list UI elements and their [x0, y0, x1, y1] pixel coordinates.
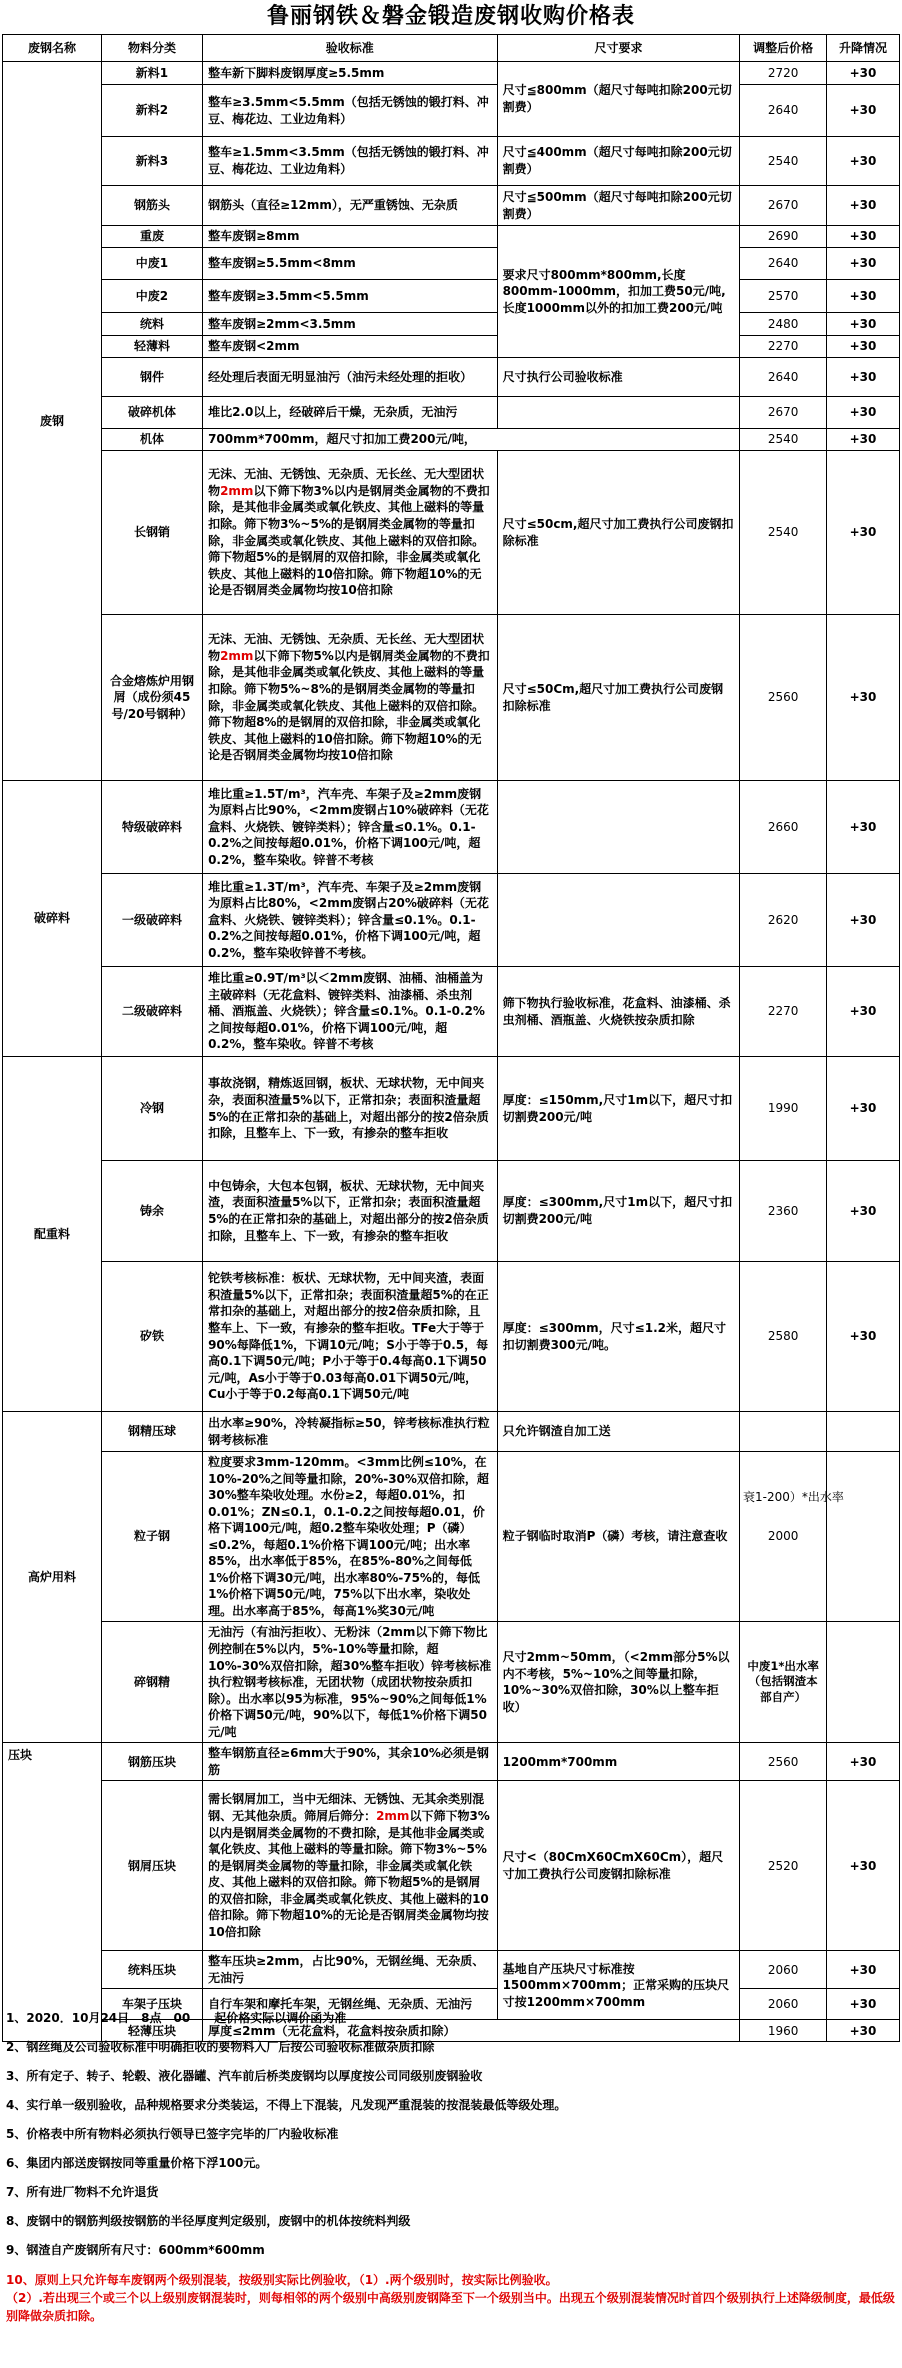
price-value: 1990 [740, 1057, 827, 1161]
group-po-sui: 破碎料 [3, 781, 102, 1057]
header-scrap-name: 废钢名称 [3, 35, 102, 62]
change-value: +30 [826, 2020, 899, 2042]
standard-text: 经处理后表面无明显油污（油污未经处理的拒收） [203, 358, 498, 397]
stray-formula-text: 衰1-200）*出水率 [743, 1490, 844, 1504]
table-row [3, 336, 900, 358]
note-item: 6、集团内部送废钢按同等重量价格下浮100元。 [6, 2156, 268, 2170]
table-row [3, 1743, 900, 1781]
size-text: 厚度：≤300mm，尺寸≤1.2米，超尺寸扣切割费300元/吨。 [497, 1262, 740, 1412]
table-row [3, 1412, 900, 1452]
standard-text: 出水率≥90%，冷转凝指标≥50，锌考核标准执行粒钢考核标准 [203, 1412, 498, 1452]
price-value: 2270 [740, 336, 827, 358]
notes-section [6, 2004, 898, 2325]
change-value: +30 [826, 226, 899, 248]
standard-text: 整车钢筋直径≥6mm大于90%，其余10%必须是钢筋 [203, 1743, 498, 1781]
size-text: 尺寸≤50cm,超尺寸加工费执行公司废钢扣除标准 [497, 451, 740, 615]
category-name: 矽铁 [101, 1262, 202, 1412]
size-text: 1200mm*700mm [497, 1743, 740, 1781]
price-value: 2270 [740, 967, 827, 1057]
size-text: 尺寸≦500mm（超尺寸每吨扣除200元切割费） [497, 186, 740, 226]
price-value: 2620 [740, 874, 827, 967]
page-title: 鲁丽钢铁＆磐金锻造废钢收购价格表 [266, 4, 635, 29]
standard-text: 整车≥1.5mm<3.5mm（包括无锈蚀的锻打料、冲豆、梅花边、工业边角料） [203, 137, 498, 186]
price-value: 2360 [740, 1161, 827, 1262]
category-name: 新料3 [101, 137, 202, 186]
price-value: 2480 [740, 313, 827, 336]
table-row [3, 451, 900, 615]
change-value: +30 [826, 336, 899, 358]
size-text: 尺寸2mm~50mm，（<2mm部分5%以内不考核，5%~10%之间等量扣除，10%~30%双倍扣除，30%以上整车拒收） [497, 1622, 740, 1743]
price-table [2, 34, 900, 2042]
change-value: +30 [826, 429, 899, 451]
change-value: +30 [826, 1057, 899, 1161]
category-name: 机体 [101, 429, 202, 451]
table-row [3, 226, 900, 248]
table-row [3, 313, 900, 336]
note-item: 9、钢渣自产废钢所有尺寸：600mm*600mm [6, 2243, 265, 2257]
size-text: 基地自产压块尺寸标准按1500mm×700mm；正常采购的压块尺寸按1200mm×700mm [497, 1951, 740, 2020]
price-value: 2520 [740, 1781, 827, 1951]
standard-text: 整车≥3.5mm<5.5mm（包括无锈蚀的锻打料、冲豆、梅花边、工业边角料） [203, 85, 498, 137]
table-row [3, 874, 900, 967]
category-name: 破碎机体 [101, 397, 202, 429]
price-value: 2640 [740, 85, 827, 137]
price-value: 2560 [740, 615, 827, 781]
standard-text: 700mm*700mm，超尺寸扣加工费200元/吨， [203, 429, 740, 451]
change-value: +30 [826, 186, 899, 226]
table-row [3, 186, 900, 226]
price-value: 2540 [740, 137, 827, 186]
table-row [3, 781, 900, 874]
size-text: 尺寸执行公司验收标准 [497, 358, 740, 397]
note-item: 5、价格表中所有物料必须执行领导已签字完毕的厂内验收标准 [6, 2127, 339, 2141]
group-pei-zhong: 配重料 [3, 1057, 102, 1412]
category-name: 轻薄压块 [101, 2020, 202, 2042]
table-row [3, 1161, 900, 1262]
table-row [3, 1951, 900, 1989]
header-row [3, 35, 900, 62]
change-value: +30 [826, 62, 899, 85]
size-text: 筛下物执行验收标准，花盒料、油漆桶、杀虫剂桶、酒瓶盖、火烧铁按杂质扣除 [497, 967, 740, 1057]
change-value: +30 [826, 313, 899, 336]
standard-text: 粒度要求3mm-120mm。<3mm比例≤10%，在10%-20%之间等量扣除，20%-30%双倍扣除，超30%整车染收处理。水份≥2，每超0.01%，扣0.01%；ZN≤0.1，0.1-0.2之间按每超0.01，价格下调100元/吨，超0.2整车染收处理；P（磷）≤0.2%，每超0.1%价格下调100元/吨；出水率85%，出水率低于85%，在85%-80%之间每低1%价格下调30元/吨，出水率80%-75%的，每低1%价格下调50元/吨，75%以下出水率，染收处理。出水率高于85%，每高1%奖30元/吨 [203, 1452, 498, 1622]
table-row [3, 429, 900, 451]
change-value: +30 [826, 280, 899, 313]
change-value: +30 [826, 967, 899, 1057]
category-name: 铸余 [101, 1161, 202, 1262]
note-item: 4、实行单一级别验收，品种规格要求分类装运，不得上下混装，凡发现严重混装的按混装最低等级处理。 [6, 2098, 567, 2112]
standard-text: 需长钢屑加工，当中无细沫、无锈蚀、无其余类别混钢、无其他杂质。筛屑后筛分：2mm以下筛下物3%以内是钢屑类金属物的不费扣除，是其他非金属类或氧化铁皮、其他上磁料的等量扣除。筛下物3%~5%的是钢屑类金属物的等量扣除，非金属类或氧化铁皮、其他上磁料的双倍扣除。筛下物超5%的是钢屑的双倍扣除，非金属类或氧化铁皮、其他上磁料的10倍扣除。筛下物超10%的无论是否钢屑类金属物均按10倍扣除 [203, 1781, 498, 1951]
price-value: 2570 [740, 280, 827, 313]
standard-text: 中包铸余，大包本包钢，板状、无球状物，无中间夹渣，表面积渣量5%以下，正常扣杂；表面积渣量超5%的在正常扣杂的基础上，对超出部分的按2倍杂质扣除，且整车上、下一致，有掺杂的整车拒收 [203, 1161, 498, 1262]
price-value: 2060 [740, 1989, 827, 2020]
table-row [3, 1057, 900, 1161]
price-value: 2660 [740, 781, 827, 874]
note-item: 2、钢丝绳及公司验收标准中明确拒收的要物料入厂后按公司验收标准做杂质扣除 [6, 2040, 435, 2054]
change-value: +30 [826, 397, 899, 429]
category-name: 中废1 [101, 248, 202, 280]
size-text: 尺寸<（80CmX60CmX60Cm），超尺寸加工费执行公司废钢扣除标准 [497, 1781, 740, 1951]
category-name: 冷钢 [101, 1057, 202, 1161]
category-name: 钢屑压块 [101, 1781, 202, 1951]
standard-text: 铊铁考核标准：板状、无球状物，无中间夹渣，表面积渣量5%以下，正常扣杂；表面积渣量超5%的在正常扣杂的基础上，对超出部分的按2倍杂质扣除，且整车上、下一致，有掺杂的整车拒收。TFe大于等于90%每降低1%，下调10元/吨；S小于等于0.5，每高0.1下调50元/吨；P小于等于0.4每高0.1下调50元/吨，As小于等于0.03每高0.01下调50元/吨，Cu小于等于0.2每高0.1下调50元/吨 [203, 1262, 498, 1412]
standard-text: 整车压块≥2mm，占比90%，无钢丝绳、无杂质、无油污 [203, 1951, 498, 1989]
standard-text: 无沫、无油、无锈蚀、无杂质、无长丝、无大型团状物2mm以下筛下物5%以内是钢屑类金属物的不费扣除，是其他非金属类或氧化铁皮、其他上磁料的等量扣除。筛下物5%~8%的是钢屑类金属物的等量扣除，非金属类或氧化铁皮、其他上磁料的双倍扣除。筛下物超8%的是钢屑的双倍扣除，非金属类或氧化铁皮、其他上磁料的10倍扣除。筛下物超10%的无论是否钢屑类金属物均按10倍扣除 [203, 615, 498, 781]
standard-text: 钢筋头（直径≥12mm），无严重锈蚀、无杂质 [203, 186, 498, 226]
note-item: 7、所有进厂物料不允许退货 [6, 2185, 159, 2199]
category-name: 钢筋头 [101, 186, 202, 226]
standard-text: 整车新下脚料废钢厚度≥5.5mm [203, 62, 498, 85]
group-fei-gang: 废钢 [3, 62, 102, 781]
category-name: 钢筋压块 [101, 1743, 202, 1781]
note-item: 1、2020．10月24日 8点 00 起价格实际以调价函为准 [6, 2011, 347, 2025]
group-ya-kuai: 压块 [3, 1743, 102, 2042]
category-name: 中废2 [101, 280, 202, 313]
price-value: 2580 [740, 1262, 827, 1412]
category-name: 长钢销 [101, 451, 202, 615]
group-gao-lu: 高炉用料 [3, 1412, 102, 1743]
size-text: 要求尺寸800mm*800mm,长度800mm-1000mm，扣加工费50元/吨,长度1000mm以外的扣加工费200元/吨 [497, 226, 740, 358]
standard-text: 整车废钢≥3.5mm<5.5mm [203, 280, 498, 313]
price-value: 2540 [740, 451, 827, 615]
category-name: 钢精压球 [101, 1412, 202, 1452]
price-value: 1960 [740, 2020, 827, 2042]
change-value: +30 [826, 1951, 899, 1989]
header-price: 调整后价格 [740, 35, 827, 62]
table-row [3, 280, 900, 313]
price-value: 2690 [740, 226, 827, 248]
note-item: 8、废钢中的钢筋判级按钢筋的半径厚度判定级别，废钢中的机体按统料判级 [6, 2214, 411, 2228]
size-text: 尺寸≦400mm（超尺寸每吨扣除200元切割费） [497, 137, 740, 186]
price-value: 2540 [740, 429, 827, 451]
table-row [3, 137, 900, 186]
size-text: 粒子钢临时取消P（磷）考核，请注意查收 [497, 1452, 740, 1622]
table-row [3, 1262, 900, 1412]
category-name: 二级破碎料 [101, 967, 202, 1057]
size-text: 尺寸≦800mm（超尺寸每吨扣除200元切割费） [497, 62, 740, 137]
price-value: 2060 [740, 1951, 827, 1989]
change-value: +30 [826, 1989, 899, 2020]
price-value: 2720 [740, 62, 827, 85]
category-name: 一级破碎料 [101, 874, 202, 967]
standard-text: 堆比重≥1.5T/m³，汽车壳、车架子及≥2mm废钢为原料占比90%，<2mm废钢占10%破碎料（无花盒料、火烧铁、镀锌类料）；锌含量≤0.1%。0.1-0.2%之间按每超0.01%，价格下调100元/吨，超0.2%，整车染收。锌普不考核 [203, 781, 498, 874]
red-note-item: （2）.若出现三个或三个以上级别废钢混装时，则每相邻的两个级别中高级别废钢降至下一个级别当中。出现五个级别混装情况时首四个级别执行上述降级制度，最低级别降做杂质扣除。 [6, 2291, 895, 2323]
standard-text: 厚度≤2mm（无花盒料，花盒料按杂质扣除） [203, 2020, 740, 2042]
standard-text: 整车废钢≥8mm [203, 226, 498, 248]
price-value: 2640 [740, 358, 827, 397]
size-text: 只允许钢渣自加工送 [497, 1412, 740, 1452]
standard-text: 无沫、无油、无锈蚀、无杂质、无长丝、无大型团状物2mm以下筛下物3%以内是钢屑类金属物的不费扣除，是其他非金属类或氧化铁皮、其他上磁料的等量扣除。筛下物3%~5%的是钢屑类金属物的等量扣除，非金属类或氧化铁皮、其他上磁料的双倍扣除。筛下物超5%的是钢屑的双倍扣除，非金属类或氧化铁皮、其他上磁料的10倍扣除。筛下物超10%的无论是否钢屑类金属物均按10倍扣除 [203, 451, 498, 615]
standard-text: 堆比2.0以上，经破碎后干燥，无杂质，无油污 [203, 397, 498, 429]
change-value: +30 [826, 615, 899, 781]
change-value: +30 [826, 1781, 899, 1951]
category-name: 新料2 [101, 85, 202, 137]
standard-text: 自行车架和摩托车架，无钢丝绳、无杂质、无油污 [203, 1989, 498, 2020]
size-text: 厚度：≤300mm,尺寸1m以下，超尺寸扣切割费200元/吨 [497, 1161, 740, 1262]
standard-text: 堆比重≥1.3T/m³，汽车壳、车架子及≥2mm废钢为原料占比80%，<2mm废钢占20%破碎料（无花盒料、火烧铁、镀锌类料）；锌含量≤0.1%。0.1-0.2%之间按每超0.01%，价格下调100元/吨，超0.2%，整车染收锌普不考核。 [203, 874, 498, 967]
change-value: +30 [826, 248, 899, 280]
price-value: 2560 [740, 1743, 827, 1781]
change-value: +30 [826, 874, 899, 967]
category-name: 轻薄料 [101, 336, 202, 358]
price-value: 2000 [740, 1452, 827, 1622]
table-row [3, 1452, 900, 1622]
table-row [3, 1781, 900, 1951]
table-row [3, 397, 900, 429]
category-name: 合金熔炼炉用钢屑（成份须45号/20号钢种） [101, 615, 202, 781]
price-value: 2670 [740, 186, 827, 226]
category-name: 粒子钢 [101, 1452, 202, 1622]
category-name: 碎钢精 [101, 1622, 202, 1743]
category-name: 车架子压块 [101, 1989, 202, 2020]
change-value: +30 [826, 1161, 899, 1262]
standard-text: 整车废钢≥2mm<3.5mm [203, 313, 498, 336]
header-category: 物料分类 [101, 35, 202, 62]
size-text: 尺寸≤50Cm,超尺寸加工费执行公司废钢扣除标准 [497, 615, 740, 781]
table-row [3, 1622, 900, 1743]
table-row [3, 85, 900, 137]
size-text: 厚度：≤150mm,尺寸1m以下，超尺寸扣切割费200元/吨 [497, 1057, 740, 1161]
change-value: +30 [826, 1262, 899, 1412]
price-value: 中废1*出水率（包括钢渣本部自产） [740, 1622, 827, 1743]
standard-text: 无油污（有油污拒收）、无粉沫（2mm以下筛下物比例控制在5%以内，5%-10%等量扣除，超10%-30%双倍扣除，超30%整车拒收）锌考核标准执行粒钢考核标准，无团状物（成团状物按杂质扣除）。出水率以95为标准，95%~90%之间每低1%价格下调50元/吨，90%以下，每低1%价格下调50元/吨 [203, 1622, 498, 1743]
standard-text: 整车废钢≥5.5mm<8mm [203, 248, 498, 280]
standard-text: 堆比重≥0.9T/m³以＜2mm废钢、油桶、油桶盖为主破碎料（无花盒料、镀锌类料、油漆桶、杀虫剂桶、酒瓶盖、火烧铁）；锌含量≤0.1%。0.1-0.2%之间按每超0.01%，价格下调100元/吨，超0.2%，整车染收。锌普不考核 [203, 967, 498, 1057]
note-item: 3、所有定子、转子、轮毂、液化器罐、汽车前后桥类废钢均以厚度按公司同级别废钢验收 [6, 2069, 483, 2083]
category-name: 特级破碎料 [101, 781, 202, 874]
change-value: +30 [826, 358, 899, 397]
price-value: 2670 [740, 397, 827, 429]
standard-text: 事故浇钢，精炼返回钢，板状、无球状物，无中间夹杂，表面积渣量5%以下，正常扣杂；表面积渣量超5%的在正常扣杂的基础上，对超出部分的按2倍杂质扣除，且整车上、下一致，有掺杂的整车拒收 [203, 1057, 498, 1161]
table-row [3, 967, 900, 1057]
price-value: 2640 [740, 248, 827, 280]
category-name: 统料 [101, 313, 202, 336]
table-row [3, 62, 900, 85]
table-row [3, 615, 900, 781]
standard-text: 整车废钢<2mm [203, 336, 498, 358]
change-value: +30 [826, 137, 899, 186]
change-value: +30 [826, 85, 899, 137]
change-value: +30 [826, 451, 899, 615]
change-value: +30 [826, 1743, 899, 1781]
category-name: 统料压块 [101, 1951, 202, 1989]
header-standard: 验收标准 [203, 35, 498, 62]
change-value: +30 [826, 781, 899, 874]
category-name: 钢件 [101, 358, 202, 397]
red-note-item: 10、原则上只允许每车废钢两个级别混装，按级别实际比例验收，（1）.两个级别时，按实际比例验收。 [6, 2273, 558, 2287]
table-row [3, 248, 900, 280]
category-name: 新料1 [101, 62, 202, 85]
header-change: 升降情况 [826, 35, 899, 62]
category-name: 重废 [101, 226, 202, 248]
header-size: 尺寸要求 [497, 35, 740, 62]
table-row [3, 358, 900, 397]
